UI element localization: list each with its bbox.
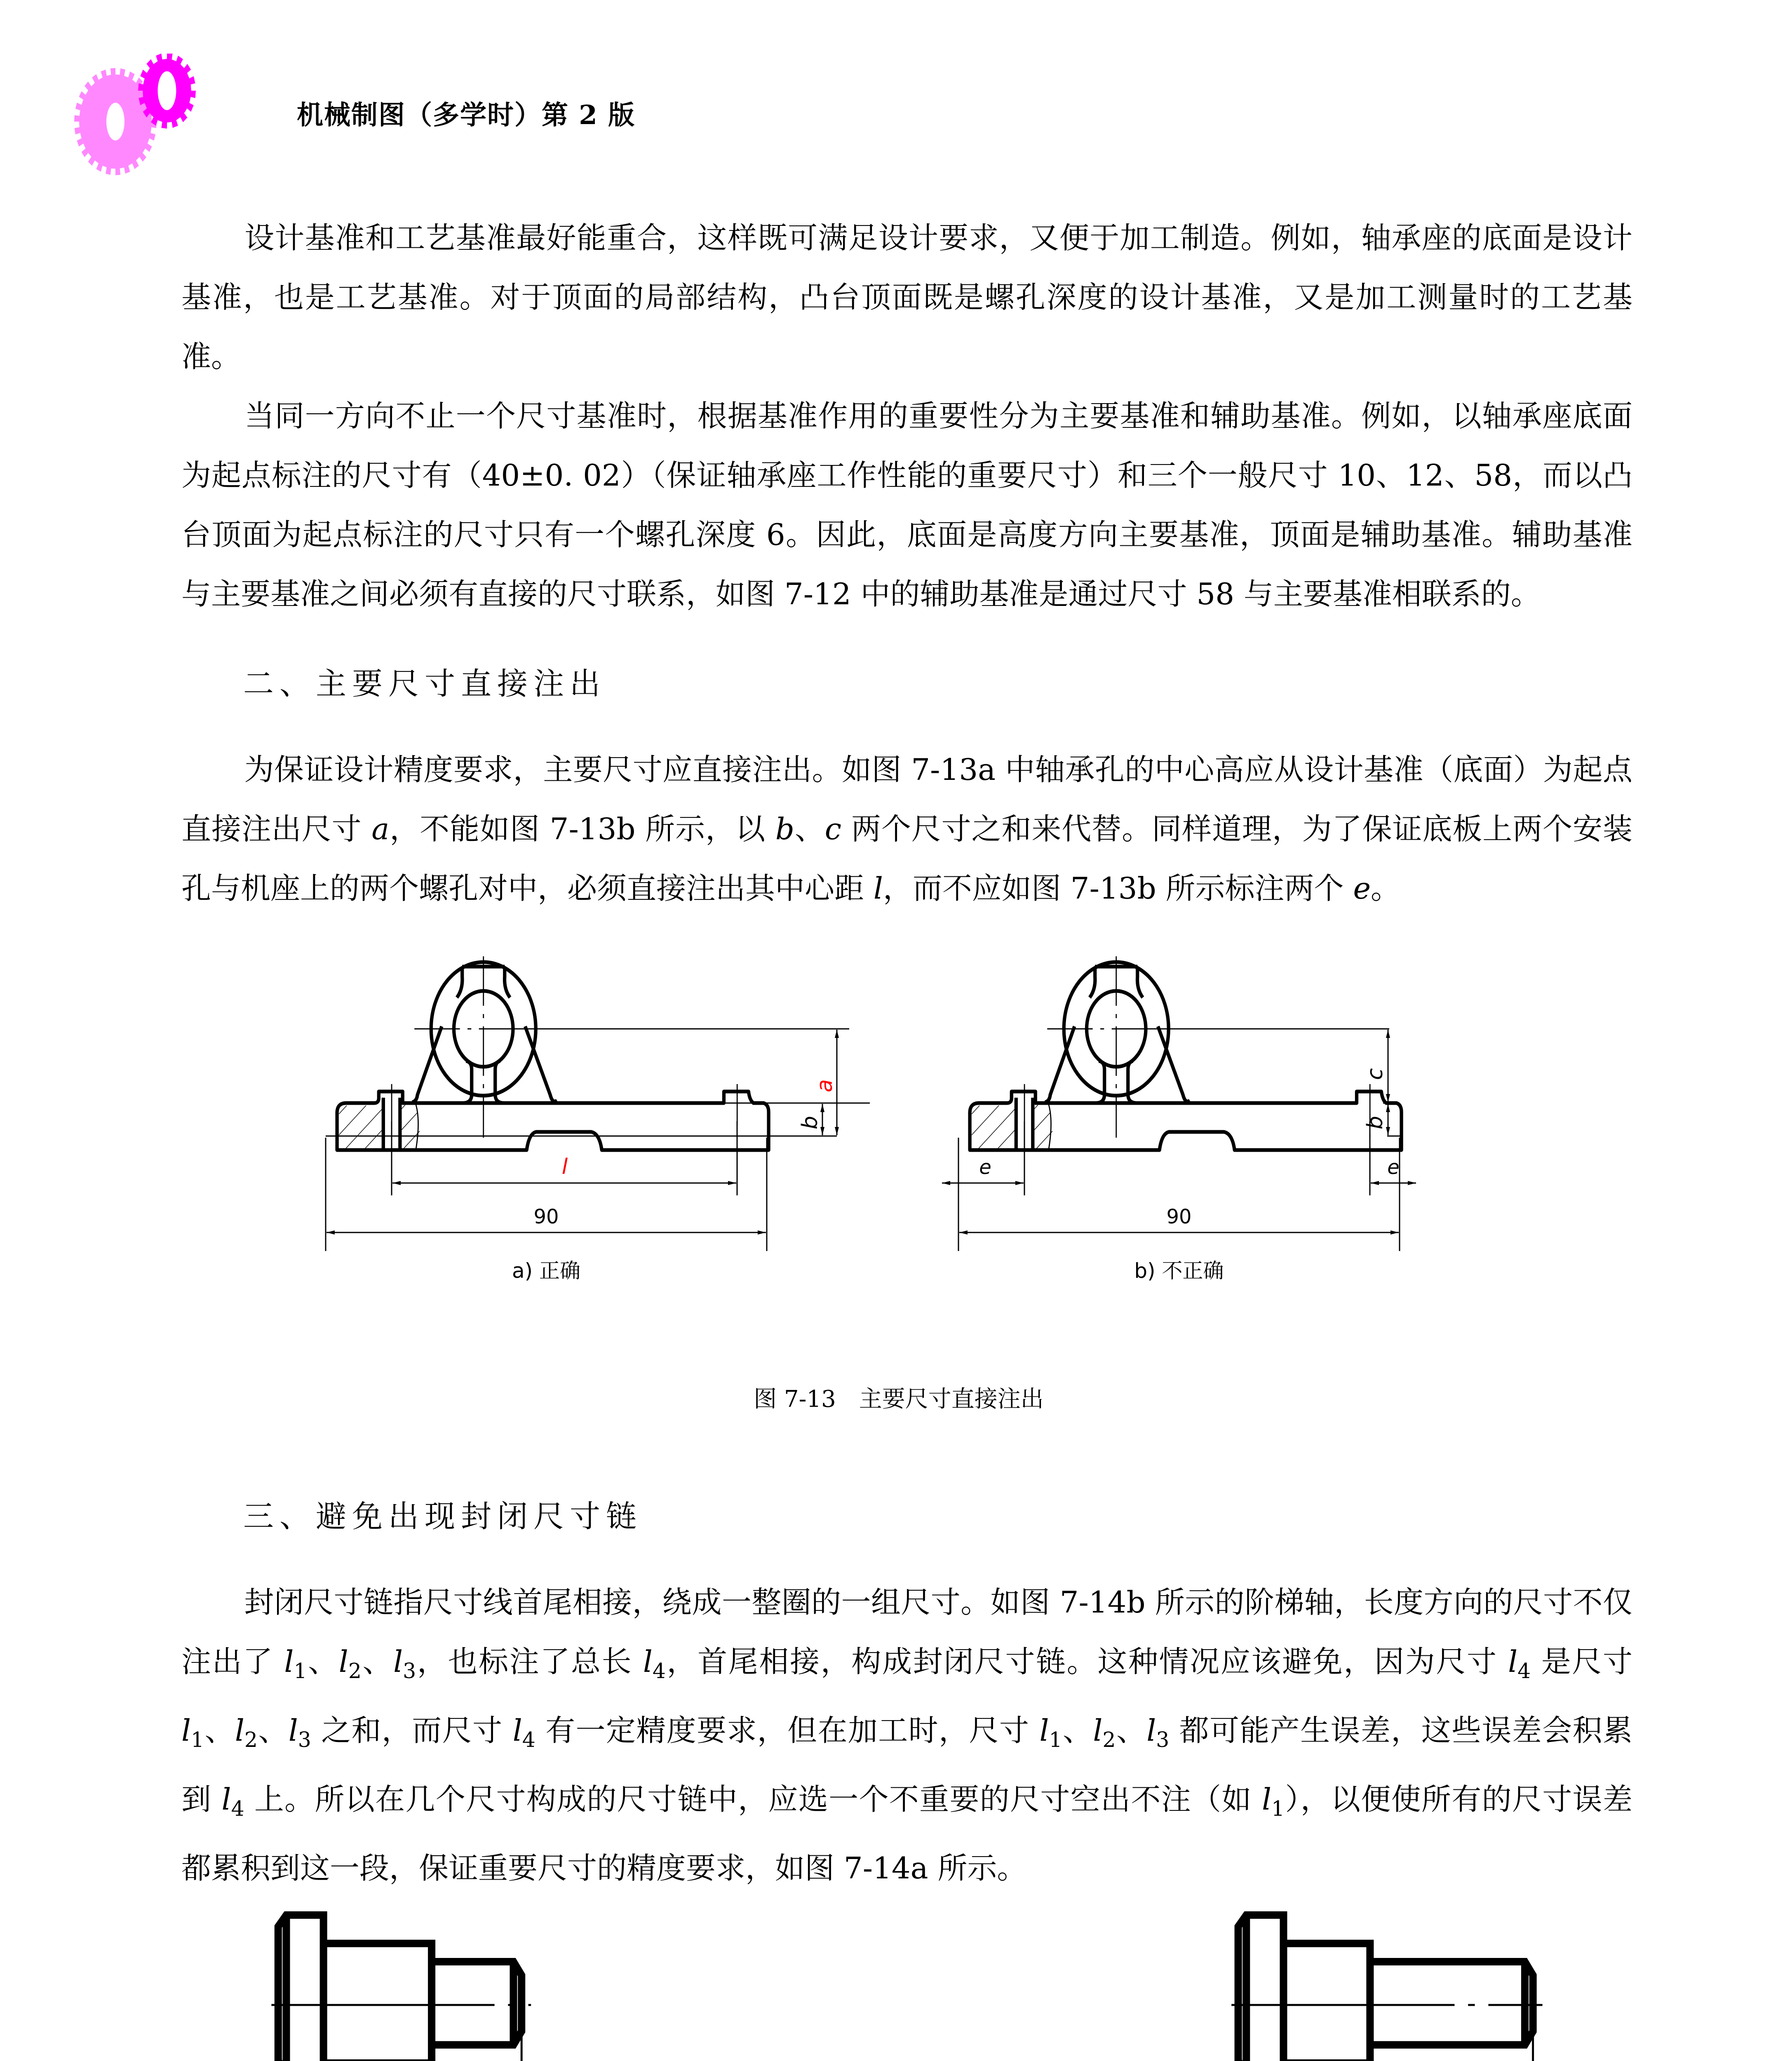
shaft-middle: [324, 1944, 432, 2061]
text: 。: [1371, 871, 1401, 906]
text: 有一定精度要求，但在加工时，尺寸: [535, 1713, 1040, 1748]
var-l3: $l_3$: [393, 1644, 416, 1683]
dim-b-label-b: b: [1363, 1115, 1388, 1129]
dim-e-left-label: e: [979, 1156, 991, 1179]
bearing-drawing-b: [970, 956, 1402, 1179]
web-right: [1128, 1061, 1137, 1103]
dim-b-label-a: b: [798, 1115, 822, 1129]
sep: 、: [361, 1644, 394, 1679]
text: 两个尺寸之和来代替。同样道理，为了保证底板上两个安装孔与机座上的两个螺孔对中，必须直接注出其中心距: [181, 812, 1632, 906]
sep: 、: [1062, 1713, 1093, 1748]
bearing-drawing-a: [337, 956, 769, 1179]
sep: 、: [257, 1713, 289, 1748]
sep: 、: [1116, 1713, 1147, 1748]
web-left: [1096, 1061, 1104, 1103]
var-e: e: [1353, 871, 1371, 906]
text: 之和，而尺寸: [311, 1713, 513, 1748]
dim-a-label: a: [813, 1079, 837, 1092]
rib-right: [525, 1026, 557, 1101]
web-right: [495, 1061, 504, 1103]
var-l2: $l_2$: [1093, 1713, 1116, 1752]
var-l1: $l_1$: [181, 1713, 204, 1752]
gear-hole: [106, 103, 124, 141]
text: 是尺寸: [1531, 1644, 1632, 1679]
section-heading-2: 二、主要尺寸直接注出: [243, 666, 606, 702]
figure-7-14: [165, 1896, 1649, 2061]
gear-hole: [158, 71, 176, 110]
text: ），以便使所有的尺寸误差都累积到这一段，保证重要尺寸的精度要求，如图 7-14a 所示。: [181, 1782, 1632, 1886]
hatch-left: [972, 1098, 1016, 1149]
var-b: b: [775, 812, 794, 846]
var-a: a: [371, 812, 390, 846]
sep: 、: [204, 1713, 235, 1748]
var-l4: $l_4$: [643, 1644, 666, 1683]
var-l1: $l_1$: [1261, 1782, 1285, 1821]
dim-90-label-a: 90: [533, 1205, 559, 1228]
paragraph-2: [181, 386, 1632, 624]
section-2-paragraph: [181, 740, 1632, 918]
figure-7-13: [313, 948, 1426, 1385]
text: ，而不应如图 7-13b 所示标注两个: [883, 871, 1353, 906]
text: ，不能如图 7-13b 所示，以: [389, 812, 775, 846]
text: 上。所以在几个尺寸构成的尺寸链中，应选一个不重要的尺寸空出不注（如: [244, 1782, 1262, 1817]
caption-7-13a: a) 正确: [512, 1259, 581, 1283]
text: 都可能产生误差，这些误差会积累到: [181, 1713, 1632, 1817]
text: ，也标注了总长: [416, 1644, 643, 1679]
shaft-middle: [1283, 1944, 1370, 2061]
var-l: l: [873, 871, 883, 906]
sep: 、: [307, 1644, 339, 1679]
text: 为保证设计精度要求，主要尺寸应直接注出。如图 7-13a 中轴承孔的中心高应从设计基准（底面）为起点直接注出尺寸: [181, 752, 1632, 846]
text: ，首尾相接，构成封闭尺寸链。这种情况应该避免，因为尺寸: [665, 1644, 1508, 1679]
var-c: c: [824, 812, 842, 846]
section-3-paragraph: [181, 1573, 1632, 1898]
paragraph-2-text: 当同一方向不止一个尺寸基准时，根据基准作用的重要性分为主要基准和辅助基准。例如，以轴承座底面为起点标注的尺寸有（40±0. 02）（保证轴承座工作性能的重要尺寸）和三个一般尺寸 10、12、58，而以凸台顶面为起点标注的尺寸只有一个螺孔深度 6。因此，底面是高度方向主要基准，顶面是辅助基准。辅助基准与主要基准之间必须有直接的尺寸联系，如图 7-12 中的辅助基准是通过尺寸 58 与主要基准相联系的。: [181, 399, 1632, 611]
paragraph-1-text: 设计基准和工艺基准最好能重合，这样既可满足设计要求，又便于加工制造。例如，轴承座的底面是设计基准，也是工艺基准。对于顶面的局部结构，凸台顶面既是螺孔深度的设计基准，又是加工测量时的工艺基准。: [181, 221, 1632, 374]
var-l1: $l_1$: [1039, 1713, 1062, 1752]
text: 封闭尺寸链指尺寸线首尾相接，绕成一整圈的一组尺寸。如图 7-14b 所示的阶梯轴，长度方向的尺寸不仅注出了: [181, 1585, 1632, 1679]
caption-7-13b: b) 不正确: [1134, 1259, 1224, 1283]
paragraph-1: [181, 208, 1632, 386]
var-l3: $l_3$: [1146, 1713, 1170, 1752]
web-left: [463, 1061, 472, 1103]
var-l2: $l_2$: [235, 1713, 258, 1752]
dim-90-label-b: 90: [1166, 1205, 1192, 1228]
hatch-left: [339, 1098, 383, 1149]
dim-l-label: l: [561, 1155, 568, 1179]
section-heading-3: 三、避免出现封闭尺寸链: [243, 1499, 642, 1534]
shaft-tip: [432, 1962, 521, 2045]
book-title: 机械制图（多学时）第 2 版: [297, 100, 636, 131]
var-l3: $l_3$: [288, 1713, 311, 1752]
gear-logo: [62, 54, 247, 185]
shaft-tip: [1370, 1962, 1533, 2045]
dim-e-right-label: e: [1387, 1156, 1400, 1179]
var-l2: $l_2$: [338, 1644, 362, 1683]
var-l4: $l_4$: [512, 1713, 535, 1752]
rib-right: [1158, 1026, 1190, 1101]
var-l1: $l_1$: [284, 1644, 307, 1683]
text: 、: [794, 812, 825, 846]
var-l4: $l_4$: [1508, 1644, 1531, 1683]
dim-c-label: c: [1363, 1068, 1388, 1080]
figure-7-13-caption: 图 7-13 主要尺寸直接注出: [754, 1386, 1044, 1413]
var-l4: $l_4$: [221, 1782, 244, 1821]
